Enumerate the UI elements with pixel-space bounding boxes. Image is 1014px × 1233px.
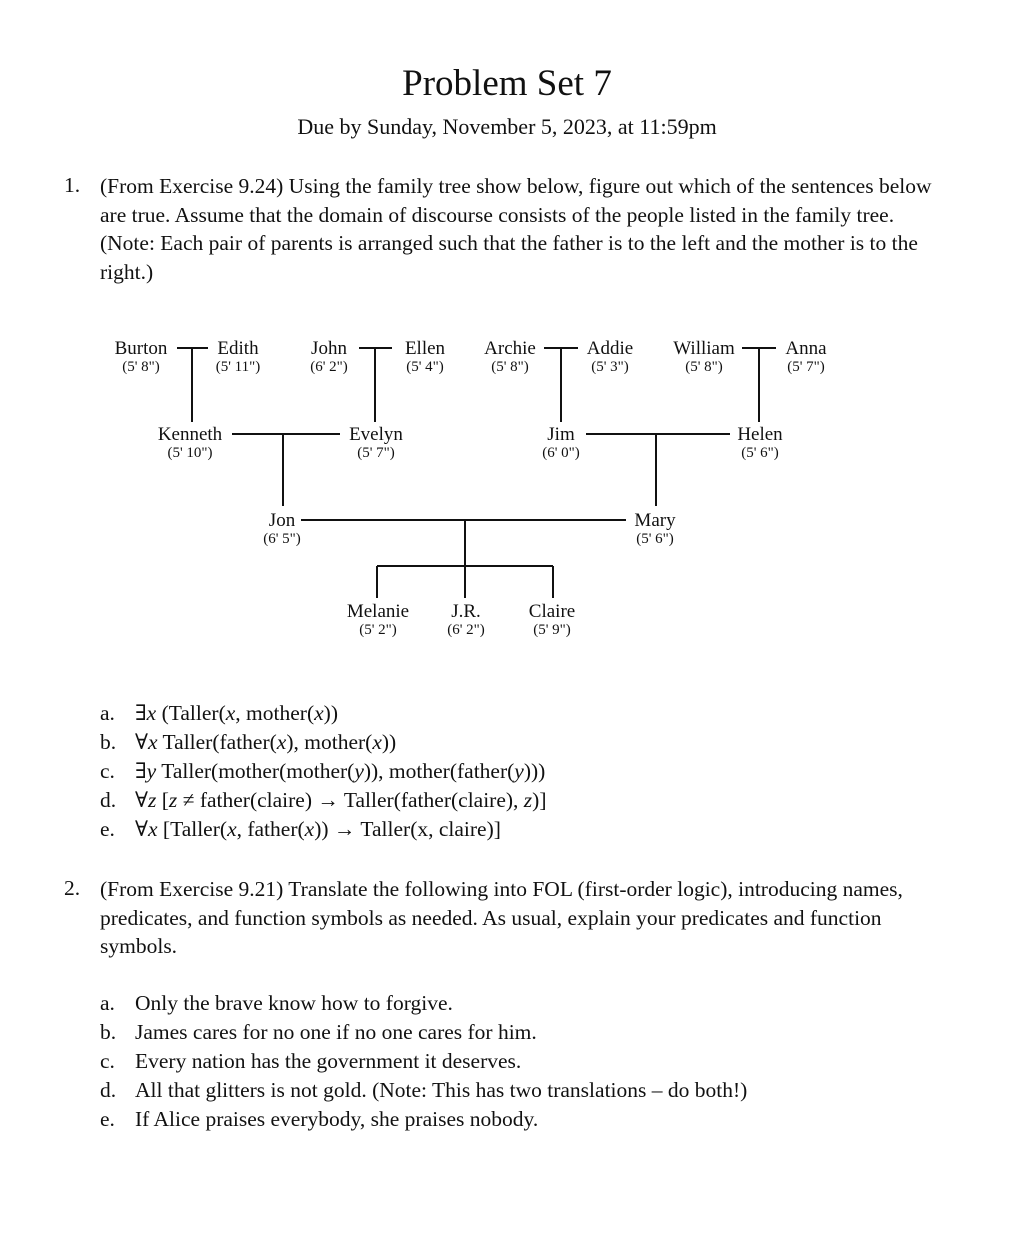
person-archie-height: (5' 8") bbox=[491, 359, 529, 375]
q1-text: (From Exercise 9.24) Using the family tree show below, figure out which of the sentences below are true. Assume that the domain of discourse consists of the people listed in the family tree. (Note: Each pair of parents is arranged such that the father is to the left and the mother is to the right.) bbox=[100, 174, 932, 284]
q2-item-d: d. All that glitters is not gold. (Note: This has two translations – do both!) bbox=[100, 1078, 748, 1102]
person-kenneth-height: (5' 10") bbox=[167, 445, 213, 461]
person-william-name: William bbox=[673, 338, 735, 359]
person-jr-height: (6' 2") bbox=[447, 622, 485, 638]
person-jim-height: (6' 0") bbox=[542, 445, 580, 461]
q1-item-d: d. ∀z [z ≠ father(claire) → Taller(father(claire), z)] bbox=[100, 788, 547, 812]
person-jim-name: Jim bbox=[547, 424, 575, 445]
family-tree bbox=[0, 320, 1014, 650]
q2-item-c: c. Every nation has the government it deserves. bbox=[100, 1049, 522, 1073]
person-john-height: (6' 2") bbox=[310, 359, 348, 375]
person-mary-height: (5' 6") bbox=[636, 531, 674, 547]
person-jon-name: Jon bbox=[268, 510, 296, 531]
q1-item-c: c. ∃y Taller(mother(mother(y)), mother(father(y))) bbox=[100, 759, 546, 783]
person-anna-name: Anna bbox=[785, 338, 827, 359]
q1-number: 1. bbox=[64, 173, 81, 197]
person-anna-height: (5' 7") bbox=[787, 359, 825, 375]
q2-text: (From Exercise 9.21) Translate the following into FOL (first-order logic), introducing names, predicates, and function symbols as needed. As usual, explain your predicates and function symbols. bbox=[100, 877, 903, 958]
person-mary-name: Mary bbox=[634, 510, 676, 531]
person-evelyn-name: Evelyn bbox=[349, 424, 403, 445]
due-date: Due by Sunday, November 5, 2023, at 11:59pm bbox=[297, 114, 717, 139]
page-title: Problem Set 7 bbox=[402, 63, 612, 104]
person-edith-name: Edith bbox=[217, 338, 259, 359]
person-claire-name: Claire bbox=[528, 601, 576, 622]
person-claire-height: (5' 9") bbox=[533, 622, 571, 638]
q2-number: 2. bbox=[64, 876, 81, 900]
person-archie-name: Archie bbox=[484, 338, 536, 359]
person-john-name: John bbox=[311, 338, 347, 359]
person-edith-height: (5' 11") bbox=[215, 359, 261, 375]
person-kenneth-name: Kenneth bbox=[157, 424, 223, 445]
q2-item-e: e. If Alice praises everybody, she praises nobody. bbox=[100, 1107, 539, 1131]
person-melanie-height: (5' 2") bbox=[359, 622, 397, 638]
q1-item-a: a. ∃x (Taller(x, mother(x)) bbox=[100, 701, 338, 725]
person-jon-height: (6' 5") bbox=[263, 531, 301, 547]
q2-item-a: a. Only the brave know how to forgive. bbox=[100, 991, 453, 1015]
person-jr-name: J.R. bbox=[451, 601, 481, 622]
person-melanie-name: Melanie bbox=[346, 601, 410, 622]
q2-item-b: b. James cares for no one if no one cares for him. bbox=[100, 1020, 537, 1044]
person-evelyn-height: (5' 7") bbox=[357, 445, 395, 461]
person-helen-name: Helen bbox=[737, 424, 783, 445]
person-burton-name: Burton bbox=[114, 338, 168, 359]
person-burton-height: (5' 8") bbox=[122, 359, 160, 375]
q1-item-e: e. ∀x [Taller(x, father(x)) → Taller(x, claire)] bbox=[100, 817, 501, 841]
person-ellen-name: Ellen bbox=[404, 338, 446, 359]
person-william-height: (5' 8") bbox=[685, 359, 723, 375]
person-ellen-height: (5' 4") bbox=[406, 359, 444, 375]
q1-item-b: b. ∀x Taller(father(x), mother(x)) bbox=[100, 730, 397, 754]
person-helen-height: (5' 6") bbox=[741, 445, 779, 461]
person-addie-name: Addie bbox=[586, 338, 634, 359]
person-addie-height: (5' 3") bbox=[591, 359, 629, 375]
